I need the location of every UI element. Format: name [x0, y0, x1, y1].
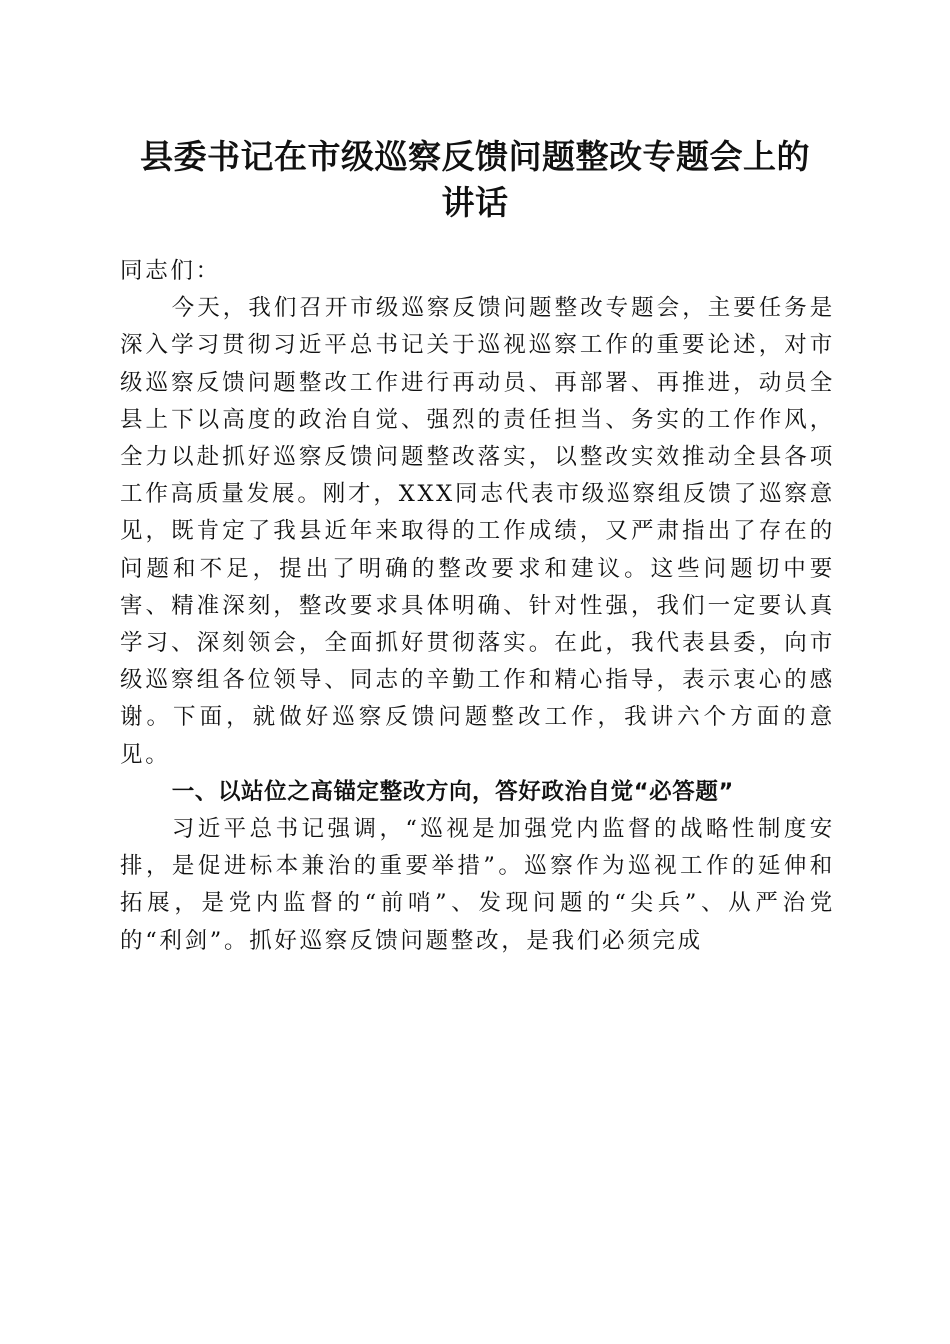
document-body: [120, 253, 835, 960]
title-line-2: 讲话: [441, 183, 509, 222]
section-heading-1: 一、以站位之高锚定整改方向，答好政治自觉“必答题”: [171, 778, 734, 805]
document-title: [100, 134, 850, 226]
paragraph-intro: 今天，我们召开市级巡察反馈问题整改专题会，主要任务是深入学习贯彻习近平总书记关于巡视巡察工作的重要论述，对市级巡察反馈问题整改工作进行再动员、再部署、再推进，动员全县上下以高度的政治自觉、强烈的责任担当、务实的工作作风，全力以赴抓好巡察反馈问题整改落实，以整改实效推动全县各项工作高质量发展。刚才，XXX同志代表市级巡察组反馈了巡察意见，既肯定了我县近年来取得的工作成绩，又严肃指出了存在的问题和不足，提出了明确的整改要求和建议。这些问题切中要害、精准深刻，整改要求具体明确、针对性强，我们一定要认真学习、深刻领会，全面抓好贯彻落实。在此，我代表县委，向市级巡察组各位领导、同志的辛勤工作和精心指导，表示衷心的感谢。下面，就做好巡察反馈问题整改工作，我讲六个方面的意见。: [120, 295, 835, 768]
title-line-1: 县委书记在市级巡察反馈问题整改专题会上的: [140, 137, 810, 176]
greeting: 同志们：: [120, 258, 221, 284]
paragraph-section-1: 习近平总书记强调，“巡视是加强党内监督的战略性制度安排，是促进标本兼治的重要举措”。巡察作为巡视工作的延伸和拓展，是党内监督的“前哨”、发现问题的“尖兵”、从严治党的“利剑”。抓好巡察反馈问题整改，是我们必须完成: [120, 816, 835, 954]
